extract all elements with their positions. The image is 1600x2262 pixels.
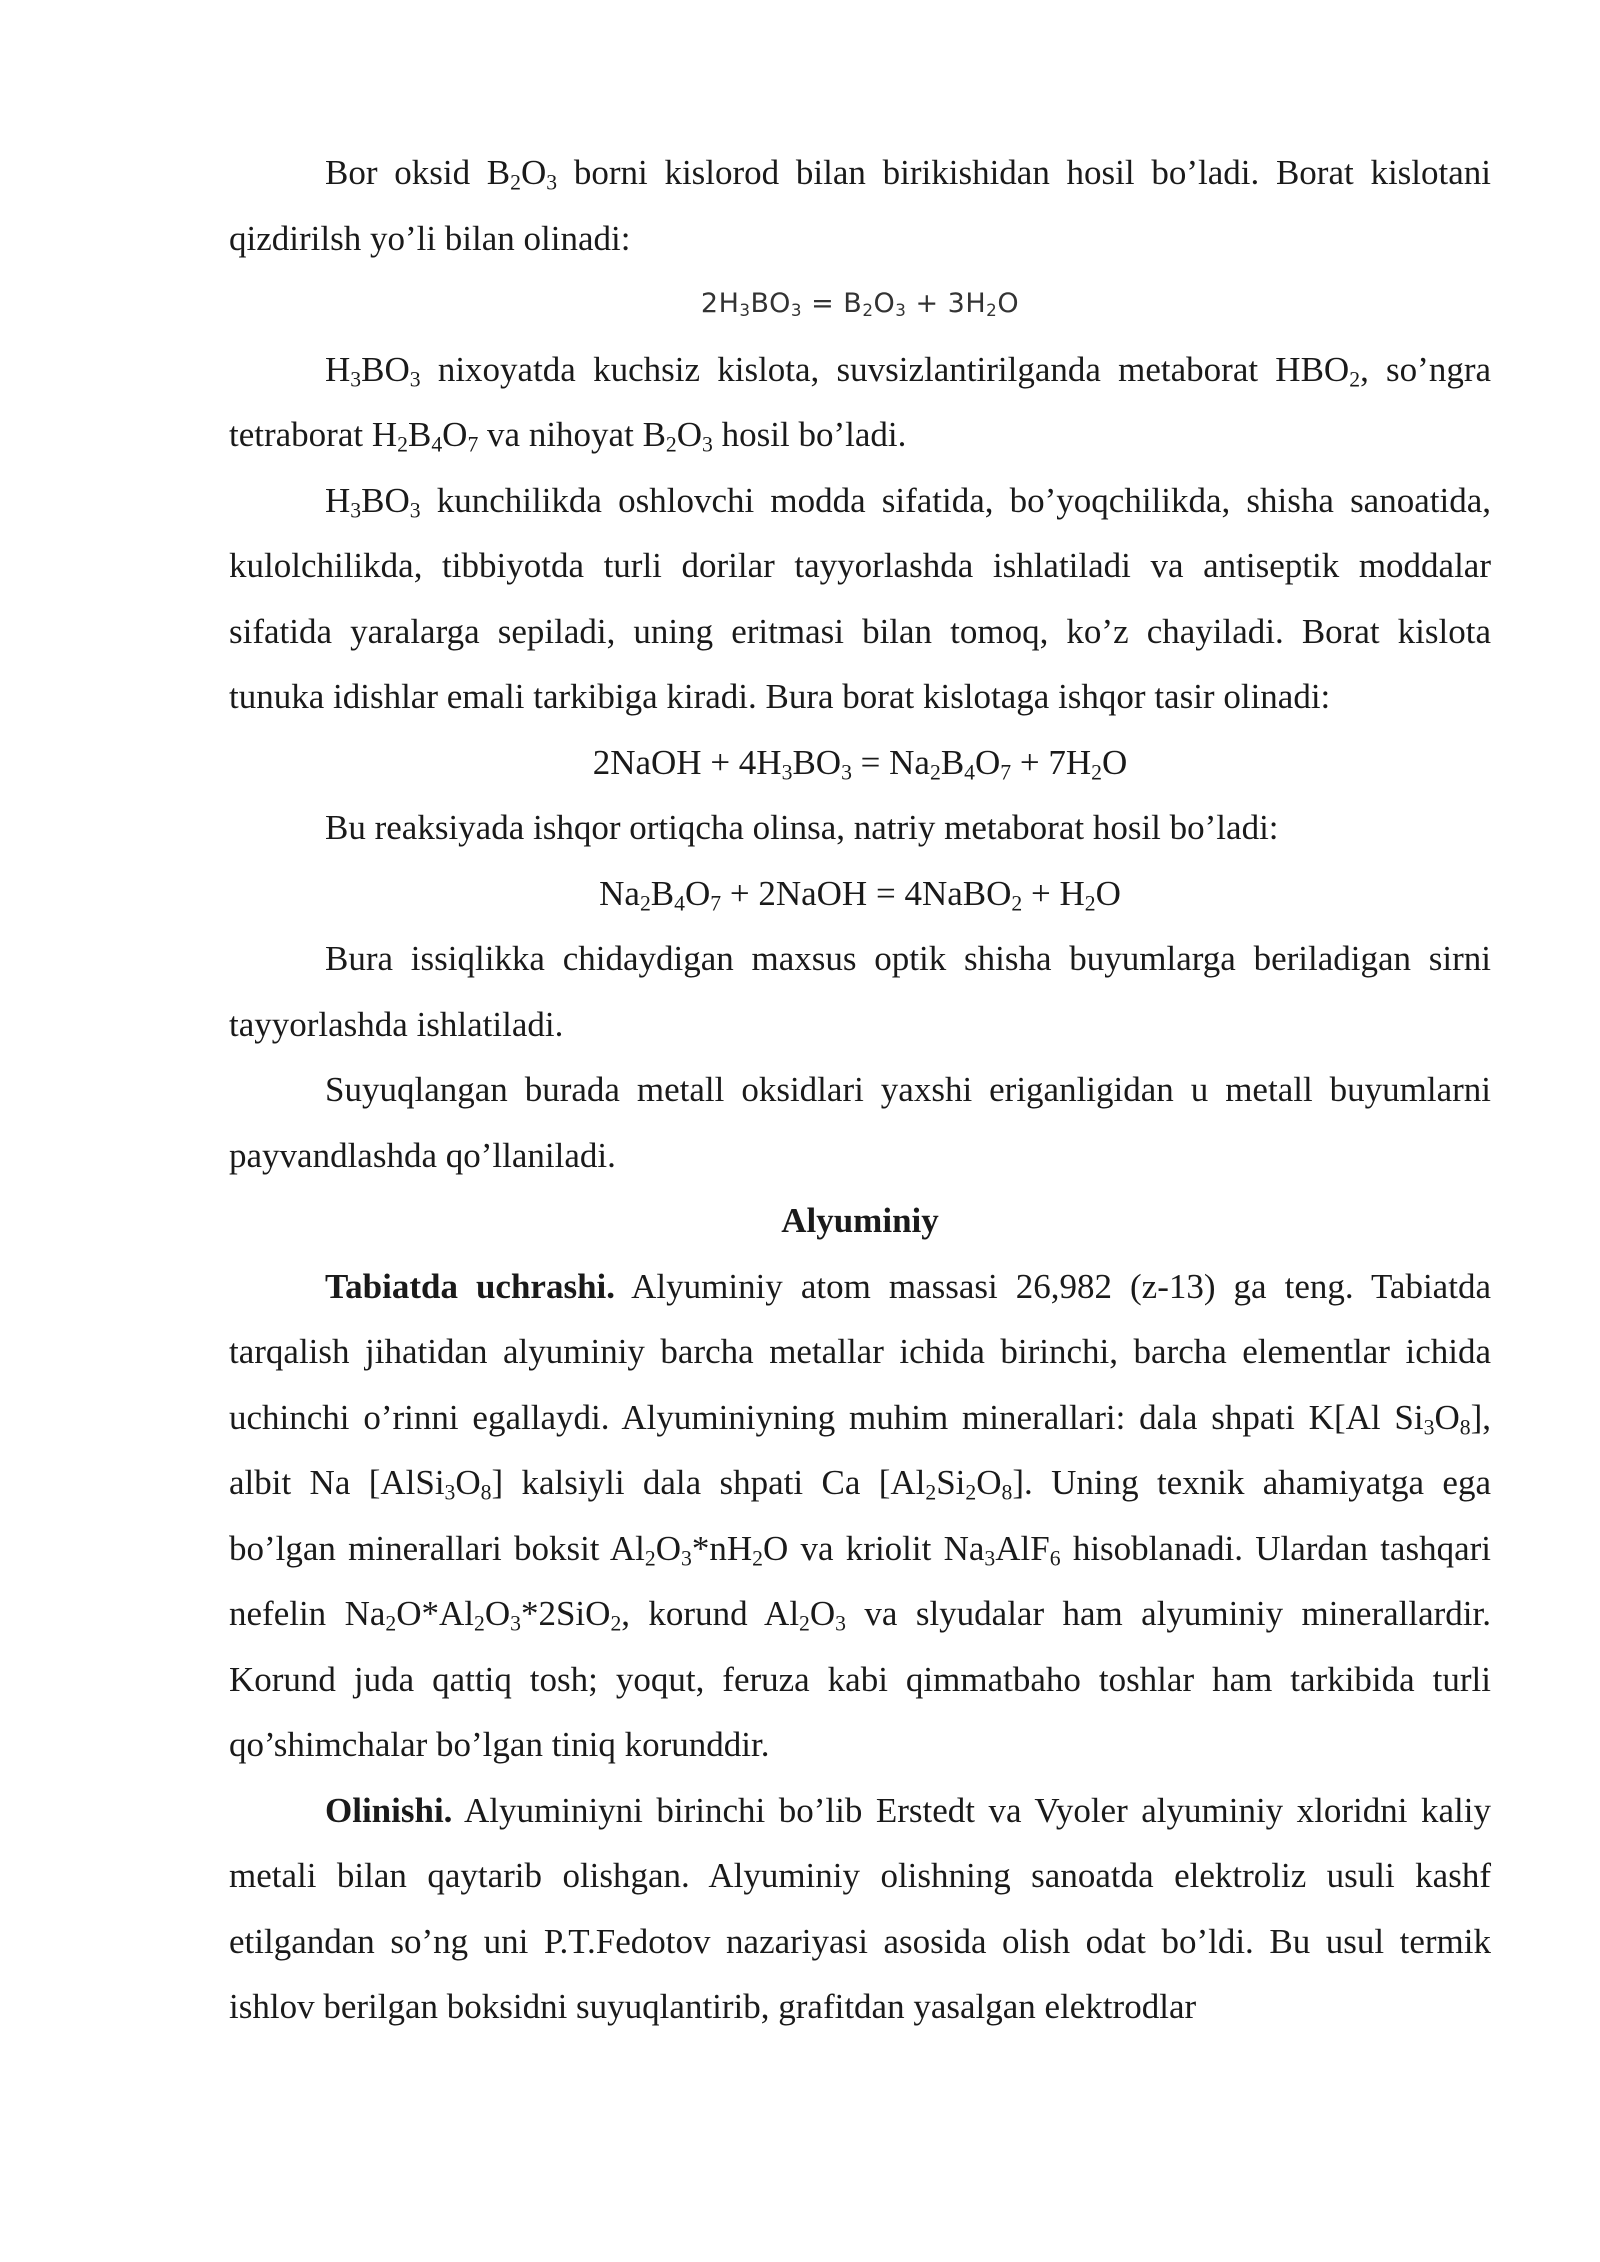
text-run: hisoblanadi. Ulardan tashqari nefelin Na (229, 1528, 1491, 1633)
subscript: 3 (1423, 1414, 1435, 1439)
text-run: Bor oksid B (325, 153, 511, 192)
subscript: 2 (986, 300, 998, 321)
paragraph (229, 1254, 1491, 1778)
subscript: 3 (702, 432, 713, 457)
subscript: 7 (1000, 759, 1012, 784)
subscript: 2 (1349, 366, 1361, 391)
subscript: 4 (431, 432, 443, 457)
subscript: 3 (409, 497, 421, 522)
subscript: 3 (350, 497, 362, 522)
text-run: O (684, 873, 711, 913)
paragraph (229, 1057, 1491, 1188)
subscript: 3 (409, 366, 421, 391)
text-run: hosil bo’ladi. (712, 415, 907, 454)
subscript: 2 (610, 1611, 622, 1636)
equation (229, 271, 1491, 337)
subscript: 2 (639, 890, 651, 915)
subscript: 8 (480, 1480, 492, 1505)
text-run: O (442, 415, 468, 454)
text-run: Bura issiqlikka chidaydigan maxsus optik shisha buyumlarga beriladigan sirni tayyorlashda ishlatiladi. (229, 939, 1491, 1044)
text-run: Bu reaksiyada ishqor ortiqcha olinsa, natriy metaborat hosil bo’ladi: (325, 808, 1279, 847)
equation (229, 730, 1491, 796)
text-run: kunchilikda oshlovchi modda sifatida, bo’yoqchilikda, shisha sanoatida, kulolchilikda, tibbiyotda turli dorilar tayyorlashda ishlatiladi va antiseptik moddalar sifatida yaralarga sepiladi, uning eritmasi bilan tomoq, ko’z chayiladi. Borat kislota tunuka idishlar emali tarkibiga kiradi. Bura borat kislotaga ishqor tasir olinadi: (229, 480, 1491, 716)
subscript: 2 (1011, 890, 1023, 915)
subscript: 4 (674, 890, 685, 915)
subscript: 3 (984, 1545, 996, 1570)
subscript: 3 (510, 1611, 521, 1636)
subscript: 8 (1001, 1480, 1013, 1505)
subscript: 2 (929, 759, 941, 784)
subscript: 4 (964, 759, 976, 784)
subscript: 6 (1049, 1545, 1061, 1570)
subscript: 2 (385, 1611, 397, 1636)
text-run: O (873, 288, 896, 319)
text-run: O*Al (396, 1594, 474, 1633)
bold-lead-in: Tabiatda uchrashi. (325, 1266, 616, 1306)
document-page (229, 140, 1491, 2040)
subscript: 3 (444, 1480, 456, 1505)
bold-lead-in: Olinishi. (325, 1790, 453, 1830)
text-run: *2SiO (520, 1594, 611, 1633)
subscript: 3 (681, 1545, 692, 1570)
equation (229, 861, 1491, 927)
subscript: 3 (781, 759, 793, 784)
text-run: O (455, 1463, 481, 1502)
subscript: 7 (467, 432, 479, 457)
paragraph (229, 468, 1491, 730)
text-run: Suyuqlangan burada metall oksidlari yaxshi eriganligidan u metall buyumlarni payvandlashda qo’llaniladi. (229, 1070, 1491, 1175)
text-run: , korund Al (621, 1594, 800, 1633)
text-run: Na (599, 873, 640, 913)
text-run: 2NaOH + 4H (592, 742, 782, 782)
subscript: 2 (925, 1480, 937, 1505)
text-run: O (1102, 742, 1128, 782)
subscript: 2 (1091, 759, 1102, 784)
text-run: + H (1022, 873, 1085, 913)
subscript: 2 (799, 1611, 810, 1636)
paragraph (229, 140, 1491, 271)
subscript: 3 (739, 300, 751, 321)
text-run: H (325, 480, 351, 520)
text-run: O (1434, 1397, 1460, 1437)
text-run: BO (361, 480, 410, 520)
text-run: Alyuminiyni birinchi bo’lib Erstedt va Vyoler alyuminiy xloridni kaliy metali bilan qaytarib olishgan. Alyuminiy olishning sanoatda elektroliz usuli kashf etilgandan so’ng uni P.T.Fedotov nazariyasi asosida olish odat bo’ldi. Bu usul termik ishlov berilgan boksidni suyuqlantirib, grafitdan yasalgan elektrodlar (229, 1790, 1491, 2026)
text-run: = Na (851, 742, 930, 782)
text-run: BO (792, 742, 842, 782)
text-run: O (655, 1528, 681, 1568)
text-run: ]. Uning texnik ahamiyatga ega bo’lgan minerallari boksit Al (229, 1463, 1491, 1568)
text-run: ], albit Na [AlSi (229, 1397, 1491, 1502)
subscript: 3 (790, 300, 802, 321)
text-run: va nihoyat B (478, 415, 666, 454)
subscript: 8 (1459, 1414, 1471, 1439)
text-run: O (521, 153, 547, 192)
text-run: 2H (700, 288, 740, 319)
paragraph (229, 337, 1491, 468)
subscript: 2 (965, 1480, 977, 1505)
text-run: *nH (691, 1528, 753, 1568)
paragraph (229, 926, 1491, 1057)
text-run: O va kriolit Na (762, 1528, 985, 1568)
text-run: BO (361, 349, 410, 389)
text-run: , so’ngra tetraborat H (229, 349, 1492, 454)
section-heading (229, 1188, 1491, 1254)
text-run: O (484, 1594, 511, 1633)
text-run: B (650, 873, 675, 913)
text-run: Si (936, 1463, 966, 1502)
subscript: 3 (841, 759, 852, 784)
subscript: 2 (862, 300, 874, 321)
subscript: 2 (1084, 890, 1096, 915)
subscript: 2 (665, 432, 677, 457)
text-run: BO (750, 288, 791, 319)
text-run: O (809, 1594, 836, 1633)
subscript: 3 (835, 1611, 847, 1636)
subscript: 2 (644, 1545, 656, 1570)
text-run: + 3H (906, 288, 987, 319)
subscript: 3 (350, 366, 362, 391)
subscript: 2 (752, 1545, 763, 1570)
text-run: nixoyatda kuchsiz kislota, suvsizlantirilganda metaborat HBO (420, 349, 1350, 389)
text-run: va slyudalar ham alyuminiy minerallardir. Korund juda qattiq tosh; yoqut, feruza kabi qimmatbaho toshlar ham tarkibida turli qo’shimchalar bo’lgan tiniq korunddir. (229, 1594, 1491, 1764)
text-run: AlF (995, 1528, 1050, 1568)
text-run: Alyuminiy (781, 1201, 939, 1240)
text-run: O (997, 288, 1020, 319)
subscript: 3 (546, 170, 558, 195)
subscript: 2 (397, 432, 408, 457)
subscript: 2 (474, 1611, 485, 1636)
text-run: B (940, 742, 965, 782)
text-run: B (407, 415, 432, 454)
paragraph (229, 1778, 1491, 2040)
text-run: + 7H (1011, 742, 1092, 782)
text-run: O (1095, 873, 1121, 913)
text-run: O (676, 415, 703, 454)
text-run: borni kislorod bilan birikishidan hosil bo’ladi. Borat kislotani qizdirilsh yo’li bilan olinadi: (229, 153, 1491, 258)
text-run: + 2NaOH = 4NaBO (721, 873, 1012, 913)
text-run: ] kalsiyli dala shpati Ca [Al (491, 1463, 926, 1502)
text-run: Alyuminiy atom massasi 26,982 (z-13) ga teng. Tabiatda tarqalish jihatidan alyuminiy barcha metallar ichida birinchi, barcha elementlar ichida uchinchi o’rinni egallaydi. Alyuminiyning muhim minerallari: dala shpati K[Al Si (229, 1266, 1491, 1437)
text-run: O (976, 1463, 1002, 1502)
subscript: 7 (710, 890, 722, 915)
text-run: = B (802, 288, 863, 319)
text-run: O (975, 742, 1001, 782)
subscript: 3 (895, 300, 907, 321)
text-run: H (325, 349, 351, 389)
paragraph (229, 795, 1491, 861)
subscript: 2 (510, 170, 521, 195)
